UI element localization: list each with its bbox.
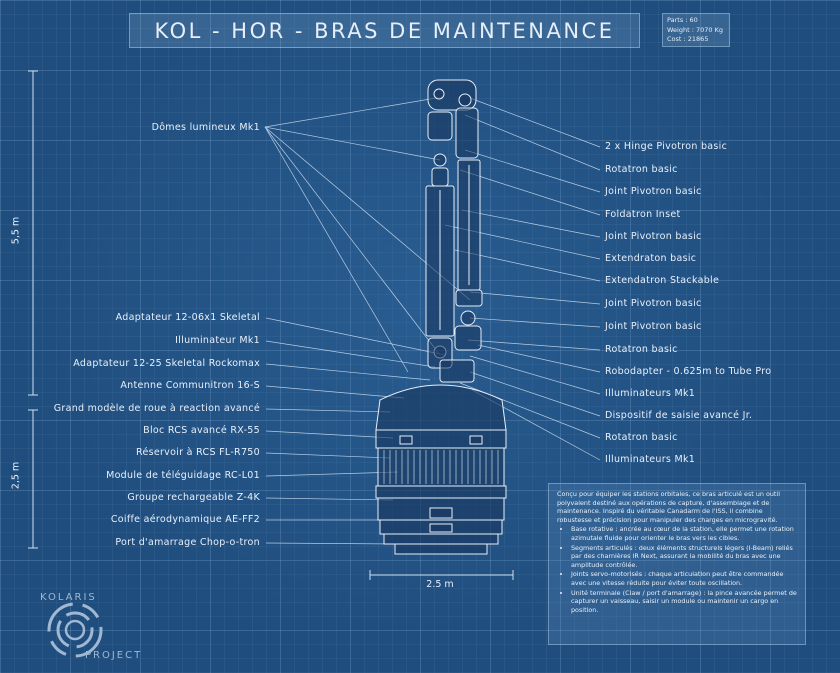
label-battery: Groupe rechargeable Z-4K	[127, 492, 260, 503]
label-rotatron-3: Rotatron basic	[605, 432, 678, 443]
label-adapter-rockomax: Adaptateur 12-25 Skeletal Rockomax	[73, 358, 260, 369]
description-item: • Segments articulés : deux éléments structurels légers (I-Beam) reliés par des charnières IR Next, assurant la mobilité du bras avec une amplitude contrôlée.	[571, 544, 797, 570]
label-robodapter: Robodapter - 0.625m to Tube Pro	[605, 366, 772, 377]
description-intro: Conçu pour équiper les stations orbitales, ce bras articulé est un outil polyvalent destiné aux opérations de capture, d'assemblage et de maintenance. Inspiré du véritable Canadarm de l'ISS, il combine robustesse et précision pour manipuler des charges en microgravité.	[557, 490, 780, 524]
logo-text-bottom: PROJECT	[85, 650, 143, 661]
weight-value: Weight : 7070 Kg	[667, 25, 723, 34]
description-list	[557, 525, 797, 614]
label-joint-pivotron-3: Joint Pivotron basic	[605, 298, 702, 309]
label-rcs-tank: Réservoir à RCS FL-R750	[135, 447, 260, 458]
dimension-upper-height: 5,5 m	[10, 216, 22, 245]
parts-count: Parts : 60	[667, 16, 698, 24]
cost-value: Cost : 21865	[667, 35, 709, 43]
label-rotatron-2: Rotatron basic	[605, 344, 678, 355]
label-domes: Dômes lumineux Mk1	[151, 122, 260, 133]
label-adapter-skeletal: Adaptateur 12-06x1 Skeletal	[115, 312, 260, 323]
label-guidance-module: Module de téléguidage RC-L01	[106, 470, 260, 481]
description-item: • Joints servo-motorisés : chaque articulation peut être commandée avec une vitesse réduite pour éviter toute oscillation.	[571, 570, 797, 587]
label-illuminators-2: Illuminateurs Mk1	[605, 454, 696, 465]
logo-text-top: KOLARIS	[40, 592, 97, 603]
label-rcs-block: Bloc RCS avancé RX-55	[143, 425, 260, 436]
label-extendraton: Extendraton basic	[605, 253, 697, 264]
description-box	[548, 483, 806, 645]
label-hinge-pivotron: 2 x Hinge Pivotron basic	[605, 141, 728, 152]
label-illuminator: Illuminateur Mk1	[175, 335, 260, 346]
label-extendatron-stackable: Extendatron Stackable	[605, 275, 720, 286]
label-foldatron: Foldatron Inset	[605, 209, 681, 220]
page-title: KOL - HOR - BRAS DE MAINTENANCE	[154, 18, 615, 43]
base-module	[376, 385, 506, 554]
description-item: • Unité terminale (Claw / port d'amarrage) : la pince avancée permet de capturer un vaisseau, saisir un module ou maintenir un cargo en position.	[571, 589, 797, 615]
label-joint-pivotron-2: Joint Pivotron basic	[605, 231, 702, 242]
dimension-lower-height: 2,5 m	[10, 461, 22, 490]
label-illuminators-1: Illuminateurs Mk1	[605, 388, 696, 399]
label-joint-pivotron-1: Joint Pivotron basic	[605, 186, 702, 197]
label-joint-pivotron-4: Joint Pivotron basic	[605, 321, 702, 332]
description-item: • Base rotative : ancrée au cœur de la station, elle permet une rotation azimutale fluide pour orienter le bras vers les cibles.	[571, 525, 797, 542]
label-reaction-wheel: Grand modèle de roue à reaction avancé	[53, 403, 260, 414]
label-fairing: Coiffe aérodynamique AE-FF2	[110, 514, 260, 525]
label-docking-port: Port d'amarrage Chop-o-tron	[115, 537, 260, 548]
label-grabber: Dispositif de saisie avancé Jr.	[605, 410, 753, 421]
dimension-width: 2.5 m	[426, 579, 454, 590]
arm-drawing	[426, 80, 482, 382]
label-rotatron-1: Rotatron basic	[605, 164, 678, 175]
label-antenna: Antenne Communitron 16-S	[120, 380, 260, 391]
kolaris-logo-icon	[49, 604, 101, 656]
